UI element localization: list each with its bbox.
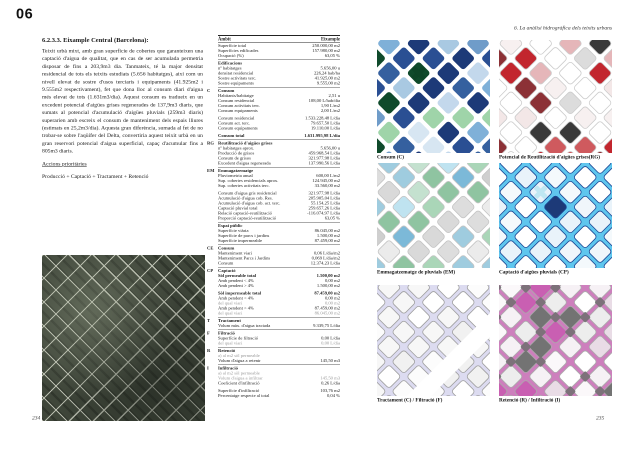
row-value: 41.925,00 m2 (314, 75, 340, 81)
section-heading: 6.2.3.3. Eixample Central (Barcelona): (42, 36, 149, 44)
row-value: 1.500,00 m2 (316, 283, 340, 288)
row-label: Percentatge respecte al total (218, 393, 270, 398)
priority-actions-formula: Producció + Captació + Tractament + Retenció (42, 173, 149, 180)
map-consum (377, 40, 490, 160)
row-label: Sup. cobertes residencials aprox. (218, 178, 279, 183)
table-section-title: Edificacions (218, 60, 340, 66)
table-section-code: R (207, 348, 211, 353)
row-label: Volum d'aigua a retenir (218, 358, 261, 363)
row-label: Consum activitats terc. (218, 103, 261, 108)
row-value: 2,00 L/m2 (320, 108, 340, 113)
row-label: del qual viari (218, 310, 243, 316)
map-caption: Tractament (C) / Filtració (F) (377, 397, 443, 403)
row-value: 87.459,00 m2 (314, 238, 340, 243)
row-label: Superfície d'infiltració (218, 388, 260, 393)
map-emmagatzematge-pluvials-image (377, 163, 490, 268)
row-label: a) al m2 sòl permeable (218, 353, 260, 358)
map-caption: Retenció (R) / Infiltració (I) (499, 397, 561, 403)
table-section-code: I (207, 365, 209, 371)
row-label: Relació captació-reutilització (218, 210, 272, 216)
running-header: 6. La anàlisi hidrogràfica dels teixits urbans (513, 25, 612, 31)
row-label: Consum equipaments (218, 108, 258, 113)
row-value: 86.045,00 m2 (314, 228, 340, 233)
row-label: Captació pluvial total (218, 205, 258, 211)
row-label: Excedent d'aigua regenerada (218, 160, 271, 166)
map-retencio-infiltracio-image (499, 285, 612, 396)
row-label: Amb pendent < 4% (218, 295, 254, 301)
table-row (218, 238, 340, 243)
row-label: Superfície impermeable (218, 238, 263, 243)
row-label: Pluviometria anual (218, 173, 253, 178)
row-value: 124.945,00 m2 (312, 178, 340, 183)
table-row (218, 161, 340, 166)
row-label: Superfície viària (218, 228, 249, 233)
map-tractament-filtracio (377, 285, 490, 403)
row-value: 157.980,00 m2 (312, 48, 340, 53)
row-value: 0,06 L/dia/m2 (313, 250, 340, 256)
row-label: Consum (218, 260, 234, 266)
table-section-code: CP (207, 268, 214, 273)
table-section-code: RG (207, 140, 214, 146)
row-value: 63,05 % (324, 53, 340, 58)
aerial-photo (42, 255, 205, 421)
table-row (218, 261, 340, 266)
map-consum-image (377, 40, 490, 153)
row-value: 259.657,26 L/dia (308, 205, 340, 211)
row-value: 87.459,00 m2 (314, 290, 340, 296)
row-label: Consum residencial (218, 115, 255, 121)
row-value: 137.990,56 L/dia (308, 160, 340, 166)
table-row (218, 53, 340, 58)
row-value: 9.339,75 L/dia (313, 323, 340, 328)
table-section-code: T (207, 318, 211, 323)
map-caption: Emmagatzematge de pluvials (EM) (377, 269, 456, 275)
row-value: 1.500,00 m2 (316, 273, 340, 278)
row-label: Amb pendent > 4% (218, 283, 254, 288)
table-section-title: T Tractament (218, 317, 340, 323)
table-body (207, 43, 340, 398)
table-section-code: C (207, 88, 211, 93)
row-label: Amb pendent > 4% (218, 305, 254, 311)
row-label: Acumulació d'aigua cob. Res. (218, 195, 273, 201)
row-label: Consum de grisos (218, 155, 251, 161)
row-label: a) al m2 sòl permeable (218, 370, 260, 376)
row-value: 250.000,00 m2 (312, 43, 340, 48)
row-value: 108,00 L/hab/dia (308, 98, 340, 103)
row-label: Consum residencial (218, 98, 255, 103)
row-value: 321.977,98 L/dia (308, 155, 340, 161)
row-value: 600,00 L/m2 (316, 173, 340, 178)
row-value: 55.154,25 L/dia (310, 200, 340, 206)
map-retencio-infiltracio (499, 285, 612, 403)
row-label: Superfície de parcs i jardins (218, 233, 270, 238)
row-value: 1,90 L/m2 (320, 103, 340, 108)
table-section-title: EM Emmagatzematge (218, 167, 340, 173)
row-label: Superfície total (218, 43, 247, 48)
row-label: Manteniment viari (218, 250, 253, 256)
row-label: Consum equipaments (218, 125, 258, 131)
row-label: Sòl permeable total (218, 273, 257, 278)
table-section-code: EM (207, 168, 215, 173)
table-row (218, 323, 340, 328)
row-label: Superfície de filtració (218, 335, 259, 341)
row-label: Volum d'aigua a infiltrar (218, 375, 263, 381)
row-value: 2,51 u (328, 93, 340, 98)
row-value: 33.560,00 m2 (314, 183, 340, 188)
water-balance-table (207, 35, 340, 398)
table-header (218, 35, 340, 43)
row-label: Acumulació d'aigua cob. act. terc. (218, 200, 281, 206)
table-section-title: Espai públic (218, 222, 340, 228)
map-reutilitzacio-grises (499, 40, 612, 160)
row-label: Superfícies edificades (218, 48, 259, 53)
row-value: 87.459,00 m2 (314, 305, 340, 311)
map-tractament-filtracio-image (377, 285, 490, 396)
row-value: 0,04 % (326, 393, 340, 398)
row-value: 205.905,04 L/dia (308, 195, 340, 201)
row-value: 1.500,00 m2 (316, 233, 340, 238)
row-label: Manteniment Parcs i Jardins (218, 255, 271, 261)
row-value: 5.656,00 u (320, 145, 340, 151)
row-label: Consum total (218, 133, 245, 138)
row-label: Sostre activitats terc. (218, 75, 257, 81)
row-value: 86.045,00 m2 (314, 310, 340, 316)
row-value: 321.977,98 L/dia (308, 190, 340, 196)
row-value: 0,069 L/dia/m2 (311, 255, 340, 261)
page-number-left: 234 (32, 415, 41, 421)
table-row (218, 341, 340, 346)
table-section-title: F Filtració (218, 330, 340, 336)
row-label: densitat residencial (218, 70, 254, 76)
row-value: -116.074,97 L/dia (307, 210, 340, 216)
table-section-title: I Infiltració (218, 365, 340, 371)
table-row (218, 358, 340, 363)
row-value: 0,00 m2 (324, 295, 340, 301)
row-value: 0,26 L/dia (321, 380, 340, 386)
table-row (218, 393, 340, 398)
row-value: 19.110,00 L/dia (310, 125, 340, 131)
row-label: Amb pendent < 4% (218, 278, 254, 283)
map-emmagatzematge-pluvials (377, 163, 490, 275)
row-label: Ocupació (%) (218, 53, 244, 58)
table-row (218, 81, 340, 86)
row-label: Producció de grisos (218, 150, 255, 156)
row-value: 103,76 m2 (320, 388, 340, 393)
table-section-title: C Consum (218, 87, 340, 93)
row-label: del qual viari (218, 300, 243, 306)
map-caption: Potencial de Reutilització d'aigües grises(RG) (499, 154, 601, 160)
map-captacio-pluvials-image (499, 163, 612, 268)
row-value: 9.555,00 m2 (316, 80, 340, 86)
table-section-code: CE (207, 245, 214, 251)
table-section-title: CP Captació (218, 267, 340, 273)
table-section-title: R Retenció (218, 347, 340, 353)
table-row (218, 133, 340, 138)
row-label: Volum màx. d'aigua tractada (218, 323, 271, 328)
row-label: Sòl impermeable total (218, 290, 262, 296)
chapter-number: 06 (16, 6, 34, 22)
row-value: 1.631.995,98 L/dia (304, 133, 340, 138)
table-row (218, 216, 340, 221)
row-label: Sostre equipaments (218, 80, 254, 86)
page-number-right: 235 (596, 415, 605, 421)
row-label: Habitants/habitatge (218, 93, 254, 98)
priority-actions-label: Accions prioritàries (42, 161, 87, 167)
table-section-title: RG Reutilització d'aigües grises (218, 140, 340, 146)
row-label: Sup. cobertes activitats terc. (218, 183, 270, 188)
row-value: 226,24 hab/ha (313, 70, 340, 76)
body-paragraph: Teixit urbà mixt, amb gran superfície de cobertes que garanteixen una captació d'aigua de qualitat, que en cas de ser acumulada permetria disposar de fins a 203,9m3 dia. Tanmateix, té la major densitat residencial de tots els teixits estudiats (5.656 habitatges), així com un nivell elevat de sostre d'usos terciaris i equipaments (41.925m2 i 9.555m2 respectivament), fet que dona lloc al consum diari d'aigua més elevat de tots (1.631m3/dia). Aquest consum es tradueix en un excedent potencial d'aigües grises regenerades de 137,9m3 diaris, que sumats al potencial d'acumulació d'aigües pluvials (259m3 diaris) superarien amb escreix el consum de manteniment dels espais lliures (estimats en 25,2m3/dia). Aquesta gran diferència, sumada al fet de no trobar-se sobre l'aqüífer del Delta, convertiria aquest teixit urbà en un gran reservori potencial d'aigua superficial, capaç d'acumular fins a 805m3 diaris. (42, 48, 203, 155)
row-value: 63,05 % (324, 215, 340, 221)
row-value: 459.968,54 L/dia (308, 150, 340, 156)
table-header-ambit: Àmbit (218, 36, 231, 42)
map-caption: Consum (C) (377, 154, 404, 160)
row-label: Consum act. terc. (218, 120, 251, 126)
row-label: Consum d'aigua gris residencial (218, 190, 277, 196)
row-value: 5.656,00 u (320, 65, 340, 71)
map-captacio-pluvials (499, 163, 612, 275)
row-label: Coeficient d'infiltració (218, 380, 260, 386)
row-value: 145,50 m3 (320, 375, 340, 381)
row-value: 79.657,50 L/dia (310, 120, 340, 126)
row-label: nº habitatges aprox. (218, 145, 255, 151)
table-row (218, 311, 340, 316)
table-section-code: F (207, 330, 210, 336)
row-label: del qual viari (218, 340, 243, 346)
map-reutilitzacio-grises-image (499, 40, 612, 153)
row-value: 0,00 L/dia (321, 335, 340, 341)
row-value: 1.533.228,48 L/dia (305, 115, 340, 121)
row-value: 0,00 L/dia (321, 340, 340, 346)
row-label: nº habitatges (218, 65, 242, 71)
row-value: 145,50 m3 (320, 358, 340, 363)
row-value: 0,00 m2 (324, 300, 340, 306)
row-value: 12.374,23 L/dia (310, 260, 340, 266)
row-value: 0,00 m2 (324, 278, 340, 283)
table-section-title: CE Consum (218, 245, 340, 251)
table-header-eixample: Eixample (320, 36, 340, 42)
row-label: Proporció captació-reutilització (218, 215, 277, 221)
map-caption: Captació d'aigües pluvials (CP) (499, 269, 569, 275)
